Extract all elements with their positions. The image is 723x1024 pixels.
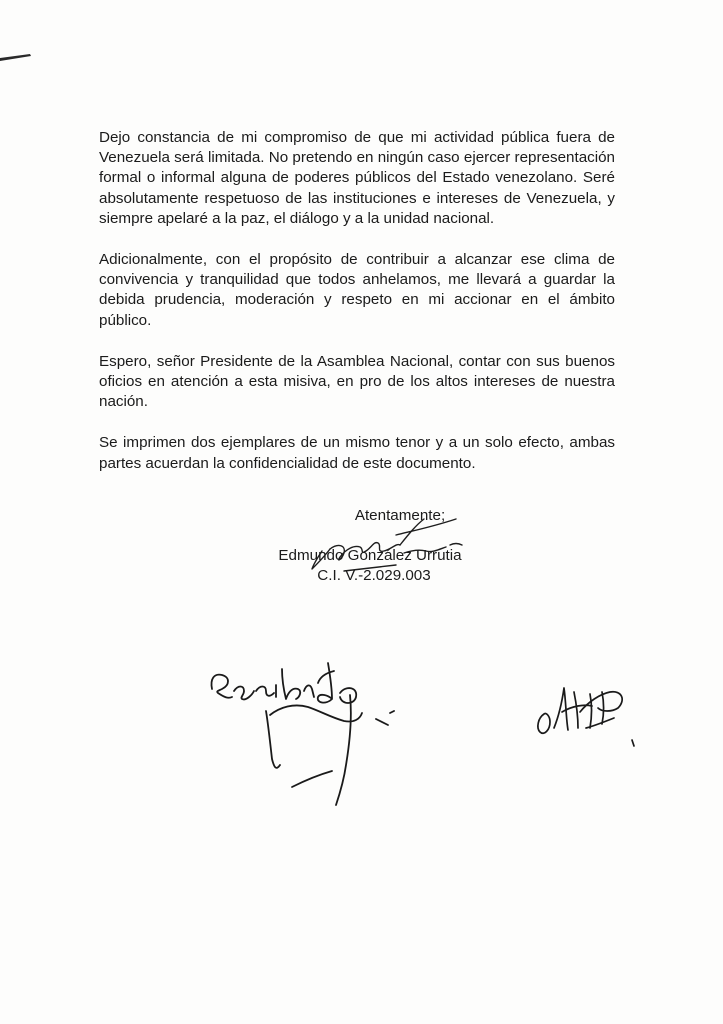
initials-signature	[528, 672, 648, 752]
letter-body	[99, 128, 615, 495]
valediction: Atentamente;	[354, 507, 446, 524]
signer-id-number: C.I. V.-2.029.003	[317, 567, 431, 584]
signature-space	[250, 526, 490, 546]
edge-mark	[0, 52, 32, 62]
signer-name: Edmundo González Urrutia	[278, 547, 462, 564]
paragraph-confidentiality: Se imprimen dos ejemplares de un mismo tenor y a un solo efecto, ambas partes acuerdan la confidencialidad de este documento.	[99, 434, 615, 472]
paragraph-commitment: Dejo constancia de mi compromiso de que mi actividad pública fuera de Venezuela será limitada. No pretendo en ningún caso ejercer representación formal o informal alguna de poderes públicos del Estado venezolano. Seré absolutamente respetuoso de las instituciones e intereses de Venezuela, y siempre apelaré a la paz, el diálogo y a la unidad nacional.	[99, 129, 615, 227]
signature-block	[250, 506, 490, 586]
received-signature	[200, 655, 410, 810]
paragraph-prudence: Adicionalmente, con el propósito de contribuir a alcanzar ese clima de convivencia y tranquilidad que todos anhelamos, me llevará a guardar la debida prudencia, moderación y respeto en mi accionar en el ámbito público.	[99, 251, 615, 329]
paragraph-request: Espero, señor Presidente de la Asamblea Nacional, contar con sus buenos oficios en atención a esta misiva, en pro de los altos intereses de nuestra nación.	[99, 352, 615, 411]
